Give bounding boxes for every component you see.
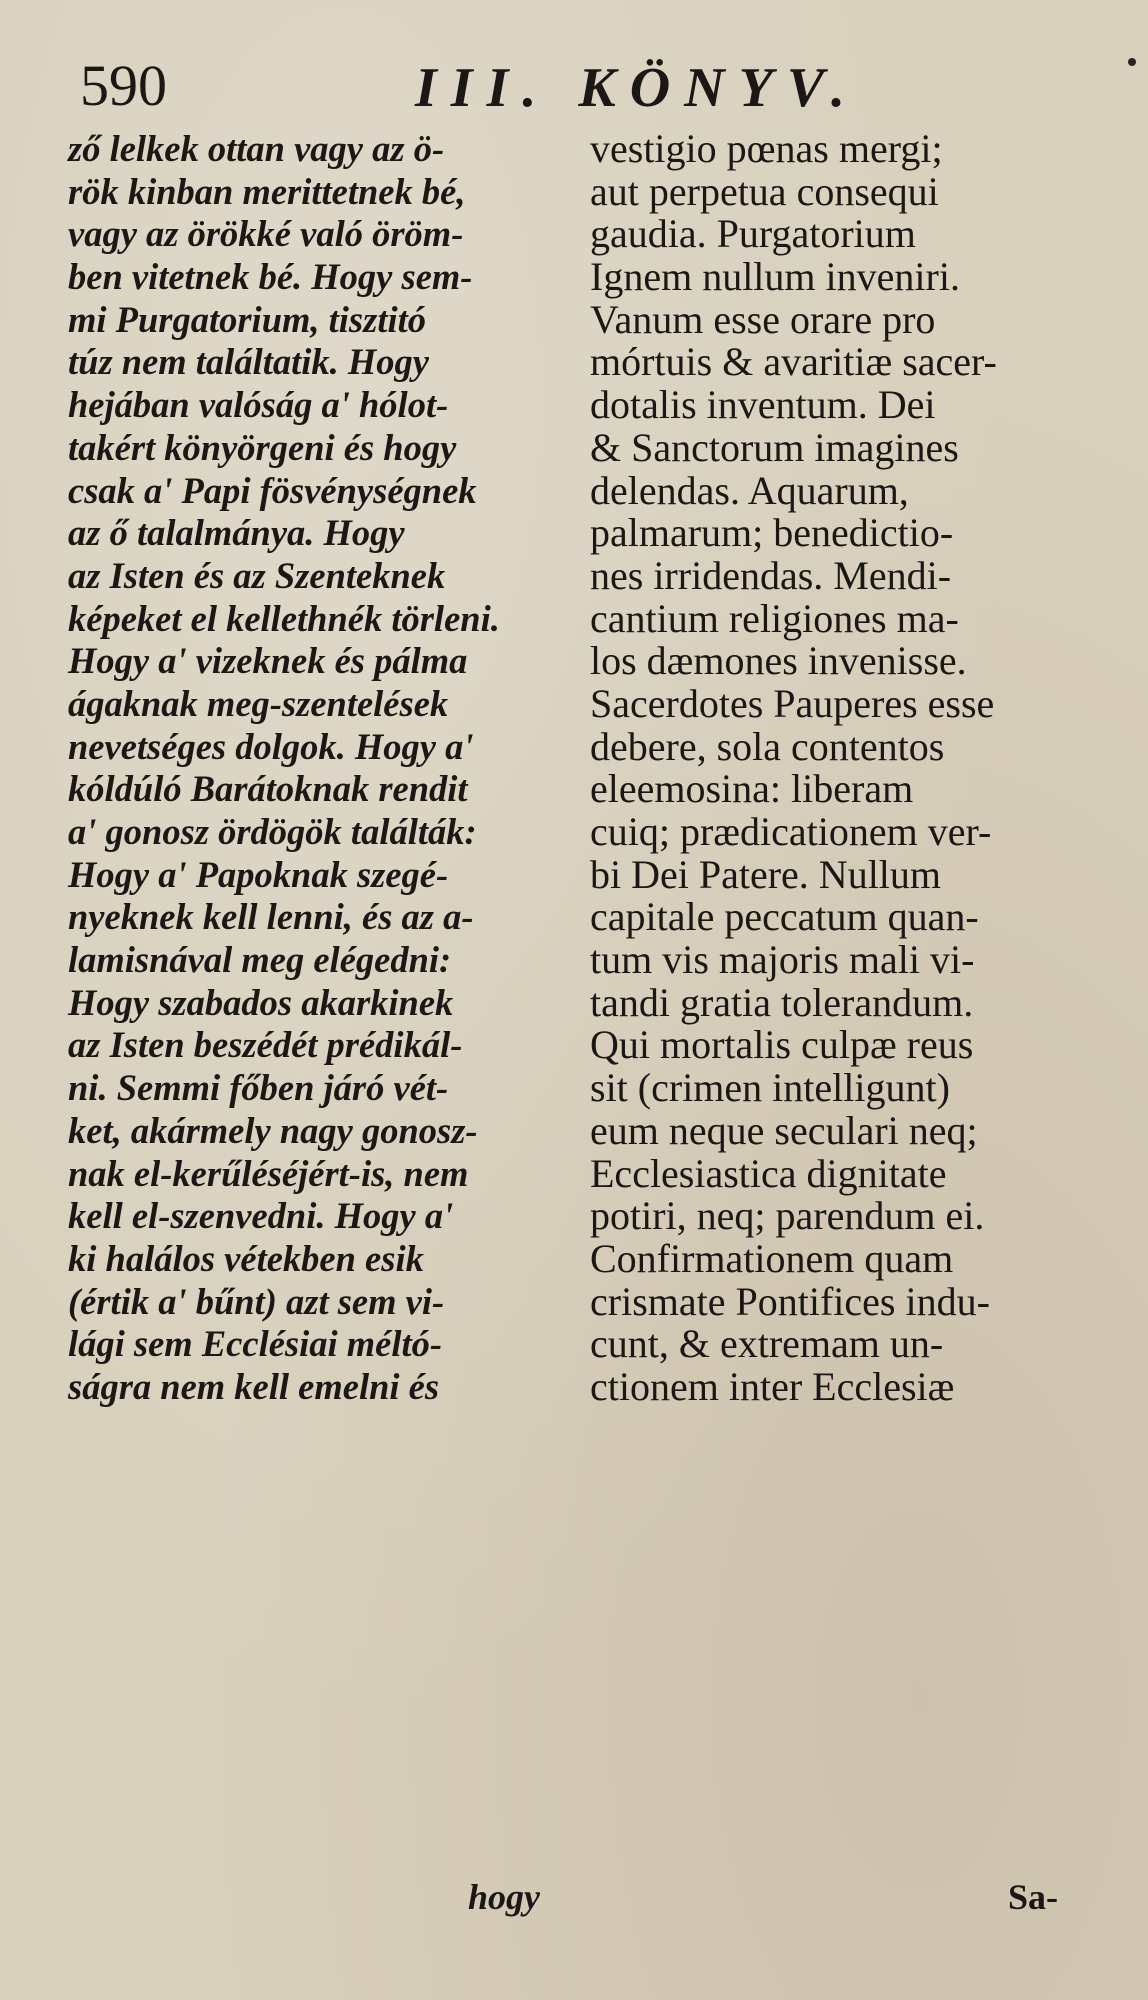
latin-column (590, 128, 1120, 1409)
text-line: sit (crimen intelligunt) (590, 1065, 950, 1111)
text-line: képeket el kellethnék törleni. (68, 597, 500, 639)
text-line: ágaknak meg-szentelések (68, 682, 449, 724)
text-line: mórtuis & avaritiæ sacer- (590, 339, 997, 385)
text-line: bi Dei Patere. Nullum (590, 851, 942, 897)
text-line: hejában valóság a' hólot- (68, 384, 449, 426)
ink-speck (1128, 58, 1136, 66)
text-line: túz nem találtatik. Hogy (68, 341, 429, 383)
text-line: Sacerdotes Pauperes esse (590, 680, 995, 726)
page-number: 590 (80, 53, 167, 118)
text-line: gaudia. Purgatorium (590, 211, 916, 257)
text-line: nevetséges dolgok. Hogy a' (68, 725, 474, 767)
text-line: dotalis inventum. Dei (590, 382, 936, 428)
text-line: aut perpetua consequi (590, 168, 939, 214)
text-line: kóldúló Barátoknak rendit (68, 768, 468, 810)
text-line: eum neque seculari neq; (590, 1107, 978, 1153)
text-line: nes irridendas. Mendi- (590, 552, 952, 598)
text-line: debere, sola contentos (590, 723, 945, 769)
text-line: kell el-szenvedni. Hogy a' (68, 1195, 454, 1237)
text-line: palmarum; benedictio- (590, 510, 954, 556)
text-line: ző lelkek ottan vagy az ö- (68, 128, 445, 169)
text-line: & Sanctorum imagines (590, 424, 959, 470)
text-line: Hogy szabados akarkinek (68, 981, 454, 1023)
text-line: capitale peccatum quan- (590, 894, 979, 940)
text-line: Ecclesiastica dignitate (590, 1150, 947, 1196)
text-line: cuiq; prædicationem ver- (590, 809, 992, 854)
text-line: Vanum esse orare pro (590, 296, 936, 342)
text-line: cantium religiones ma- (590, 595, 959, 641)
text-line: nyeknek kell lenni, és az a- (68, 896, 474, 938)
text-line: ctionem inter Ecclesiæ (590, 1363, 955, 1409)
text-line: los dæmones invenisse. (590, 638, 967, 684)
text-line: Ignem nullum inveniri. (590, 254, 960, 300)
text-line: cunt, & extremam un- (590, 1321, 944, 1367)
text-line: Hogy a' vizeknek és pálma (68, 640, 468, 682)
text-line: ket, akármely nagy gonosz- (68, 1109, 478, 1151)
text-line: eleemosina: liberam (590, 766, 914, 812)
catchword-right: Sa- (1008, 1877, 1059, 1917)
text-line: delendas. Aquarum, (590, 467, 909, 513)
text-line: crismate Pontifices indu- (590, 1278, 990, 1324)
hungarian-column (68, 128, 596, 1409)
page-header (80, 52, 1090, 122)
text-line: az Isten és az Szenteknek (68, 554, 446, 596)
text-line: lamisnával meg elégedni: (68, 939, 452, 981)
text-line: az ő talalmánya. Hogy (68, 512, 405, 554)
text-line: ni. Semmi főben járó vét- (68, 1067, 449, 1109)
running-head: III. KÖNYV. (415, 57, 859, 119)
text-line: tandi gratia tolerandum. (590, 979, 974, 1025)
text-line: Qui mortalis culpæ reus (590, 1022, 974, 1068)
text-line: ságra nem kell emelni és (68, 1365, 440, 1407)
text-line: ki halálos vétekben esik (68, 1237, 424, 1279)
text-line: vagy az örökké való öröm- (68, 213, 464, 255)
text-line: Hogy a' Papoknak szegé- (68, 853, 449, 895)
text-line: (értik a' bűnt) azt sem vi- (68, 1280, 445, 1322)
text-line: csak a' Papi fösvénységnek (68, 469, 477, 511)
text-line: tum vis majoris mali vi- (590, 937, 975, 983)
text-line: mi Purgatorium, tisztitó (68, 298, 426, 340)
text-line: az Isten beszédét prédikál- (68, 1024, 463, 1066)
text-line: Confirmationem quam (590, 1235, 954, 1281)
text-line: lági sem Ecclésiai méltó- (68, 1323, 443, 1365)
text-line: nak el-kerűléséjért-is, nem (68, 1152, 469, 1194)
text-line: vestigio pœnas mergi; (590, 126, 943, 171)
text-line: ben vitetnek bé. Hogy sem- (68, 256, 473, 298)
text-line: a' gonosz ördögök találták: (68, 811, 477, 852)
text-line: rök kinban merittetnek bé, (68, 170, 466, 212)
text-line: potiri, neq; parendum ei. (590, 1193, 985, 1239)
catchword-left: hogy (468, 1877, 540, 1917)
text-line: takért könyörgeni és hogy (68, 426, 457, 468)
